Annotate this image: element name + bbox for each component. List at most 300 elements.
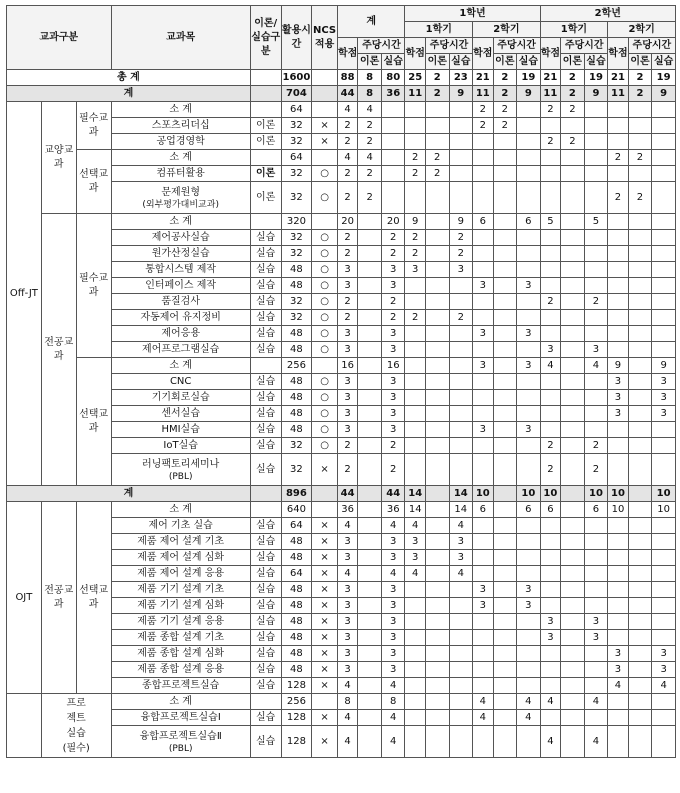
value-cell: [540, 662, 560, 678]
value-cell: [358, 502, 382, 518]
header-y1-sem1: 1학기: [405, 22, 473, 38]
value-cell: [561, 534, 585, 550]
value-cell: [449, 662, 473, 678]
header-theory: 이론: [561, 54, 585, 70]
value-cell: [561, 566, 585, 582]
value-cell: 5: [540, 214, 560, 230]
type-cell: 실습: [250, 454, 281, 486]
subject-name-note: (PBL): [168, 743, 193, 754]
type-cell: 실습: [250, 438, 281, 454]
value-cell: 8: [358, 86, 382, 102]
type-cell: 이론: [250, 134, 281, 150]
value-cell: [561, 598, 585, 614]
hours-cell: 128: [281, 678, 312, 694]
subject-name: 종합프로젝트실습: [111, 678, 250, 694]
type-cell: 이론: [250, 182, 281, 214]
value-cell: [358, 310, 382, 326]
value-cell: [449, 390, 473, 406]
value-cell: 9: [652, 86, 676, 102]
value-cell: [608, 166, 628, 182]
value-cell: [584, 326, 608, 342]
value-cell: [493, 358, 517, 374]
value-cell: 3: [337, 630, 357, 646]
subject-name-note: (PBL): [168, 471, 193, 482]
value-cell: [584, 150, 608, 166]
value-cell: [652, 582, 676, 598]
value-cell: 8: [337, 694, 357, 710]
value-cell: 2: [337, 294, 357, 310]
type-cell: [250, 694, 281, 710]
value-cell: [473, 518, 493, 534]
value-cell: 3: [473, 598, 493, 614]
value-cell: 3: [381, 422, 405, 438]
group-liberal-required: 필수교과: [76, 102, 111, 150]
value-cell: [517, 294, 541, 310]
value-cell: [652, 134, 676, 150]
value-cell: [628, 630, 652, 646]
value-cell: [493, 294, 517, 310]
subject-name-note: (외부평가대비교과): [142, 199, 219, 210]
value-cell: [608, 534, 628, 550]
value-cell: 10: [473, 486, 493, 502]
value-cell: 6: [517, 214, 541, 230]
header-practice: 실습: [381, 54, 405, 70]
value-cell: [561, 230, 585, 246]
ncs-cell: ×: [312, 598, 338, 614]
value-cell: 2: [337, 230, 357, 246]
group-major-elective: 선택교과: [76, 358, 111, 486]
value-cell: 3: [608, 406, 628, 422]
type-cell: 실습: [250, 582, 281, 598]
value-cell: [473, 630, 493, 646]
value-cell: 3: [337, 662, 357, 678]
group-project-text: 젝트: [66, 712, 86, 724]
value-cell: [608, 326, 628, 342]
value-cell: [561, 358, 585, 374]
value-cell: [493, 486, 517, 502]
value-cell: [405, 438, 425, 454]
ncs-cell: ○: [312, 438, 338, 454]
type-cell: 실습: [250, 390, 281, 406]
value-cell: [449, 582, 473, 598]
value-cell: [493, 566, 517, 582]
subject-name: 자동제어 유지정비: [111, 310, 250, 326]
value-cell: 16: [337, 358, 357, 374]
value-cell: 2: [493, 86, 517, 102]
value-cell: [652, 166, 676, 182]
value-cell: [540, 374, 560, 390]
value-cell: [358, 662, 382, 678]
value-cell: [493, 214, 517, 230]
value-cell: [584, 310, 608, 326]
value-cell: 10: [584, 486, 608, 502]
hours-cell: 48: [281, 534, 312, 550]
value-cell: [493, 534, 517, 550]
value-cell: [405, 694, 425, 710]
value-cell: [628, 118, 652, 134]
offjt-total-row: [7, 86, 676, 102]
summary-label: 계: [7, 486, 251, 502]
value-cell: [628, 726, 652, 758]
hours-cell: 48: [281, 662, 312, 678]
subject-name: 공업경영학: [111, 134, 250, 150]
hours-cell: 32: [281, 182, 312, 214]
value-cell: 3: [337, 390, 357, 406]
value-cell: 3: [381, 630, 405, 646]
value-cell: [540, 550, 560, 566]
hours-cell: 48: [281, 422, 312, 438]
value-cell: [584, 646, 608, 662]
value-cell: [425, 614, 449, 630]
value-cell: [628, 454, 652, 486]
value-cell: [561, 710, 585, 726]
value-cell: [628, 518, 652, 534]
value-cell: [540, 230, 560, 246]
value-cell: 3: [405, 534, 425, 550]
value-cell: [608, 598, 628, 614]
value-cell: [358, 582, 382, 598]
header-y2-sem1: 1학기: [540, 22, 608, 38]
value-cell: [425, 134, 449, 150]
ncs-cell: [312, 694, 338, 710]
hours-cell: 256: [281, 358, 312, 374]
value-cell: [425, 214, 449, 230]
ncs-cell: ×: [312, 630, 338, 646]
value-cell: 3: [337, 326, 357, 342]
ncs-cell: ○: [312, 182, 338, 214]
subject-name: 제품 종합 설계 심화: [111, 646, 250, 662]
group-project-text: 프로: [66, 697, 86, 709]
header-weekly: 주당시간: [425, 38, 472, 54]
value-cell: [425, 454, 449, 486]
header-credit: 학점: [405, 38, 425, 70]
value-cell: 2: [405, 166, 425, 182]
value-cell: [425, 550, 449, 566]
type-cell: 실습: [250, 262, 281, 278]
value-cell: [493, 422, 517, 438]
value-cell: 2: [425, 86, 449, 102]
value-cell: 3: [381, 342, 405, 358]
value-cell: [425, 374, 449, 390]
header-type: 이론/실습구분: [250, 6, 281, 70]
value-cell: [540, 534, 560, 550]
value-cell: [358, 358, 382, 374]
value-cell: 9: [405, 214, 425, 230]
value-cell: 21: [608, 70, 628, 86]
value-cell: [561, 422, 585, 438]
value-cell: [405, 294, 425, 310]
value-cell: [517, 166, 541, 182]
value-cell: 9: [449, 214, 473, 230]
value-cell: [540, 710, 560, 726]
hours-cell: 1600: [281, 70, 312, 86]
ncs-cell: [312, 214, 338, 230]
value-cell: 44: [337, 486, 357, 502]
hours-cell: 48: [281, 598, 312, 614]
value-cell: [358, 390, 382, 406]
header-weekly: 주당시간: [561, 38, 608, 54]
value-cell: 14: [449, 486, 473, 502]
value-cell: [449, 102, 473, 118]
value-cell: [628, 598, 652, 614]
type-cell: 이론: [250, 118, 281, 134]
header-year2: 2학년: [540, 6, 675, 22]
header-y2-sem2: 2학기: [608, 22, 676, 38]
group-ojt-elective: 선택교과: [76, 502, 111, 694]
subject-name: 제품 제어 설계 기초: [111, 534, 250, 550]
value-cell: [652, 614, 676, 630]
ncs-cell: ×: [312, 678, 338, 694]
value-cell: 9: [517, 86, 541, 102]
value-cell: 36: [337, 502, 357, 518]
value-cell: [517, 246, 541, 262]
value-cell: [584, 598, 608, 614]
type-cell: 실습: [250, 342, 281, 358]
value-cell: [425, 358, 449, 374]
value-cell: [584, 518, 608, 534]
value-cell: [425, 118, 449, 134]
value-cell: [584, 582, 608, 598]
subtotal-label: 소 계: [111, 102, 250, 118]
value-cell: 3: [449, 534, 473, 550]
value-cell: [449, 646, 473, 662]
subject-name: 기기회로실습: [111, 390, 250, 406]
value-cell: [652, 310, 676, 326]
hours-cell: 48: [281, 390, 312, 406]
value-cell: [517, 662, 541, 678]
value-cell: [628, 246, 652, 262]
value-cell: [358, 710, 382, 726]
value-cell: [493, 726, 517, 758]
value-cell: [473, 294, 493, 310]
type-cell: [250, 150, 281, 166]
value-cell: [493, 454, 517, 486]
value-cell: [608, 294, 628, 310]
value-cell: [540, 390, 560, 406]
group-ojt: OJT: [7, 502, 42, 694]
subject-name: 제품 종합 설계 기초: [111, 630, 250, 646]
ncs-cell: [312, 86, 338, 102]
value-cell: [425, 678, 449, 694]
value-cell: [540, 310, 560, 326]
subject-name: HMI실습: [111, 422, 250, 438]
value-cell: 4: [381, 566, 405, 582]
subject-name: 융합프로젝트실습Ⅰ: [111, 710, 250, 726]
ncs-cell: ○: [312, 246, 338, 262]
value-cell: [358, 550, 382, 566]
value-cell: [608, 710, 628, 726]
value-cell: 6: [517, 502, 541, 518]
value-cell: 3: [381, 614, 405, 630]
value-cell: [493, 662, 517, 678]
value-cell: 3: [381, 278, 405, 294]
value-cell: 2: [540, 102, 560, 118]
value-cell: 4: [381, 678, 405, 694]
value-cell: [425, 518, 449, 534]
value-cell: [358, 694, 382, 710]
value-cell: [652, 566, 676, 582]
header-credit: 학점: [473, 38, 493, 70]
value-cell: 4: [337, 102, 357, 118]
value-cell: [517, 518, 541, 534]
value-cell: [493, 502, 517, 518]
value-cell: 4: [405, 518, 425, 534]
header-weekly: 주당시간: [628, 38, 675, 54]
header-hours: 활용시간: [281, 6, 312, 70]
value-cell: [358, 230, 382, 246]
value-cell: [584, 262, 608, 278]
value-cell: [449, 422, 473, 438]
value-cell: [652, 694, 676, 710]
subject-name: 통합시스템 제작: [111, 262, 250, 278]
value-cell: 3: [381, 262, 405, 278]
value-cell: [652, 150, 676, 166]
value-cell: 2: [358, 118, 382, 134]
value-cell: [473, 310, 493, 326]
value-cell: 2: [405, 246, 425, 262]
subject-name: [111, 454, 250, 486]
value-cell: [517, 262, 541, 278]
value-cell: [381, 102, 405, 118]
value-cell: [405, 102, 425, 118]
ncs-cell: ○: [312, 342, 338, 358]
value-cell: [493, 374, 517, 390]
value-cell: 3: [652, 390, 676, 406]
value-cell: [584, 566, 608, 582]
value-cell: 3: [608, 646, 628, 662]
subtotal-row: [7, 150, 676, 166]
value-cell: 11: [540, 86, 560, 102]
value-cell: [425, 246, 449, 262]
value-cell: [561, 438, 585, 454]
value-cell: [358, 486, 382, 502]
value-cell: [652, 326, 676, 342]
type-cell: 실습: [250, 550, 281, 566]
value-cell: [517, 630, 541, 646]
value-cell: 2: [337, 134, 357, 150]
hours-cell: 48: [281, 262, 312, 278]
group-liberal-elective: 선택교과: [76, 150, 111, 214]
value-cell: [493, 406, 517, 422]
value-cell: 3: [652, 374, 676, 390]
value-cell: [358, 214, 382, 230]
type-cell: [250, 102, 281, 118]
value-cell: 3: [608, 374, 628, 390]
value-cell: 6: [473, 502, 493, 518]
header-total: 계: [337, 6, 405, 38]
value-cell: 36: [381, 502, 405, 518]
value-cell: 4: [449, 566, 473, 582]
value-cell: 2: [381, 230, 405, 246]
value-cell: [473, 726, 493, 758]
value-cell: [405, 374, 425, 390]
ncs-cell: [312, 486, 338, 502]
ncs-cell: ○: [312, 406, 338, 422]
value-cell: [628, 230, 652, 246]
value-cell: [473, 390, 493, 406]
value-cell: [473, 342, 493, 358]
value-cell: 21: [473, 70, 493, 86]
hours-cell: 32: [281, 438, 312, 454]
value-cell: [652, 534, 676, 550]
ncs-cell: ×: [312, 566, 338, 582]
value-cell: 4: [337, 726, 357, 758]
value-cell: [584, 102, 608, 118]
value-cell: [517, 390, 541, 406]
value-cell: [561, 662, 585, 678]
value-cell: [425, 710, 449, 726]
value-cell: 3: [337, 646, 357, 662]
value-cell: [517, 342, 541, 358]
hours-cell: 320: [281, 214, 312, 230]
value-cell: [405, 422, 425, 438]
value-cell: 3: [337, 614, 357, 630]
value-cell: [473, 438, 493, 454]
value-cell: [473, 678, 493, 694]
subtotal-label: 소 계: [111, 358, 250, 374]
hours-cell: 64: [281, 518, 312, 534]
hours-cell: 32: [281, 294, 312, 310]
value-cell: [628, 438, 652, 454]
value-cell: [405, 598, 425, 614]
hours-cell: 32: [281, 166, 312, 182]
subject-name: 컴퓨터활용: [111, 166, 250, 182]
value-cell: 2: [381, 246, 405, 262]
header-weekly: 주당시간: [493, 38, 540, 54]
value-cell: [628, 694, 652, 710]
value-cell: [608, 726, 628, 758]
value-cell: [405, 614, 425, 630]
value-cell: [493, 278, 517, 294]
ncs-cell: ○: [312, 166, 338, 182]
ncs-cell: ○: [312, 310, 338, 326]
value-cell: [628, 166, 652, 182]
type-cell: 실습: [250, 294, 281, 310]
ncs-cell: [312, 102, 338, 118]
value-cell: 2: [381, 454, 405, 486]
value-cell: [358, 422, 382, 438]
value-cell: [652, 422, 676, 438]
subject-name-text: 러닝팩토리세미나: [142, 458, 220, 470]
value-cell: 4: [540, 726, 560, 758]
subject-name-text: 융합프로젝트실습Ⅱ: [139, 730, 222, 742]
value-cell: [540, 278, 560, 294]
value-cell: [493, 262, 517, 278]
value-cell: 3: [473, 278, 493, 294]
ncs-cell: ○: [312, 230, 338, 246]
ncs-cell: [312, 150, 338, 166]
value-cell: [584, 534, 608, 550]
value-cell: [608, 694, 628, 710]
value-cell: [628, 486, 652, 502]
value-cell: [425, 390, 449, 406]
value-cell: 25: [405, 70, 425, 86]
group-off-jt: Off-JT: [7, 102, 42, 486]
value-cell: 2: [425, 166, 449, 182]
type-cell: 실습: [250, 246, 281, 262]
value-cell: [449, 326, 473, 342]
value-cell: 8: [381, 694, 405, 710]
value-cell: [652, 262, 676, 278]
value-cell: [608, 134, 628, 150]
value-cell: 2: [561, 70, 585, 86]
value-cell: 2: [449, 230, 473, 246]
type-cell: 실습: [250, 614, 281, 630]
value-cell: [561, 646, 585, 662]
value-cell: [405, 406, 425, 422]
value-cell: 2: [473, 102, 493, 118]
value-cell: 2: [381, 294, 405, 310]
